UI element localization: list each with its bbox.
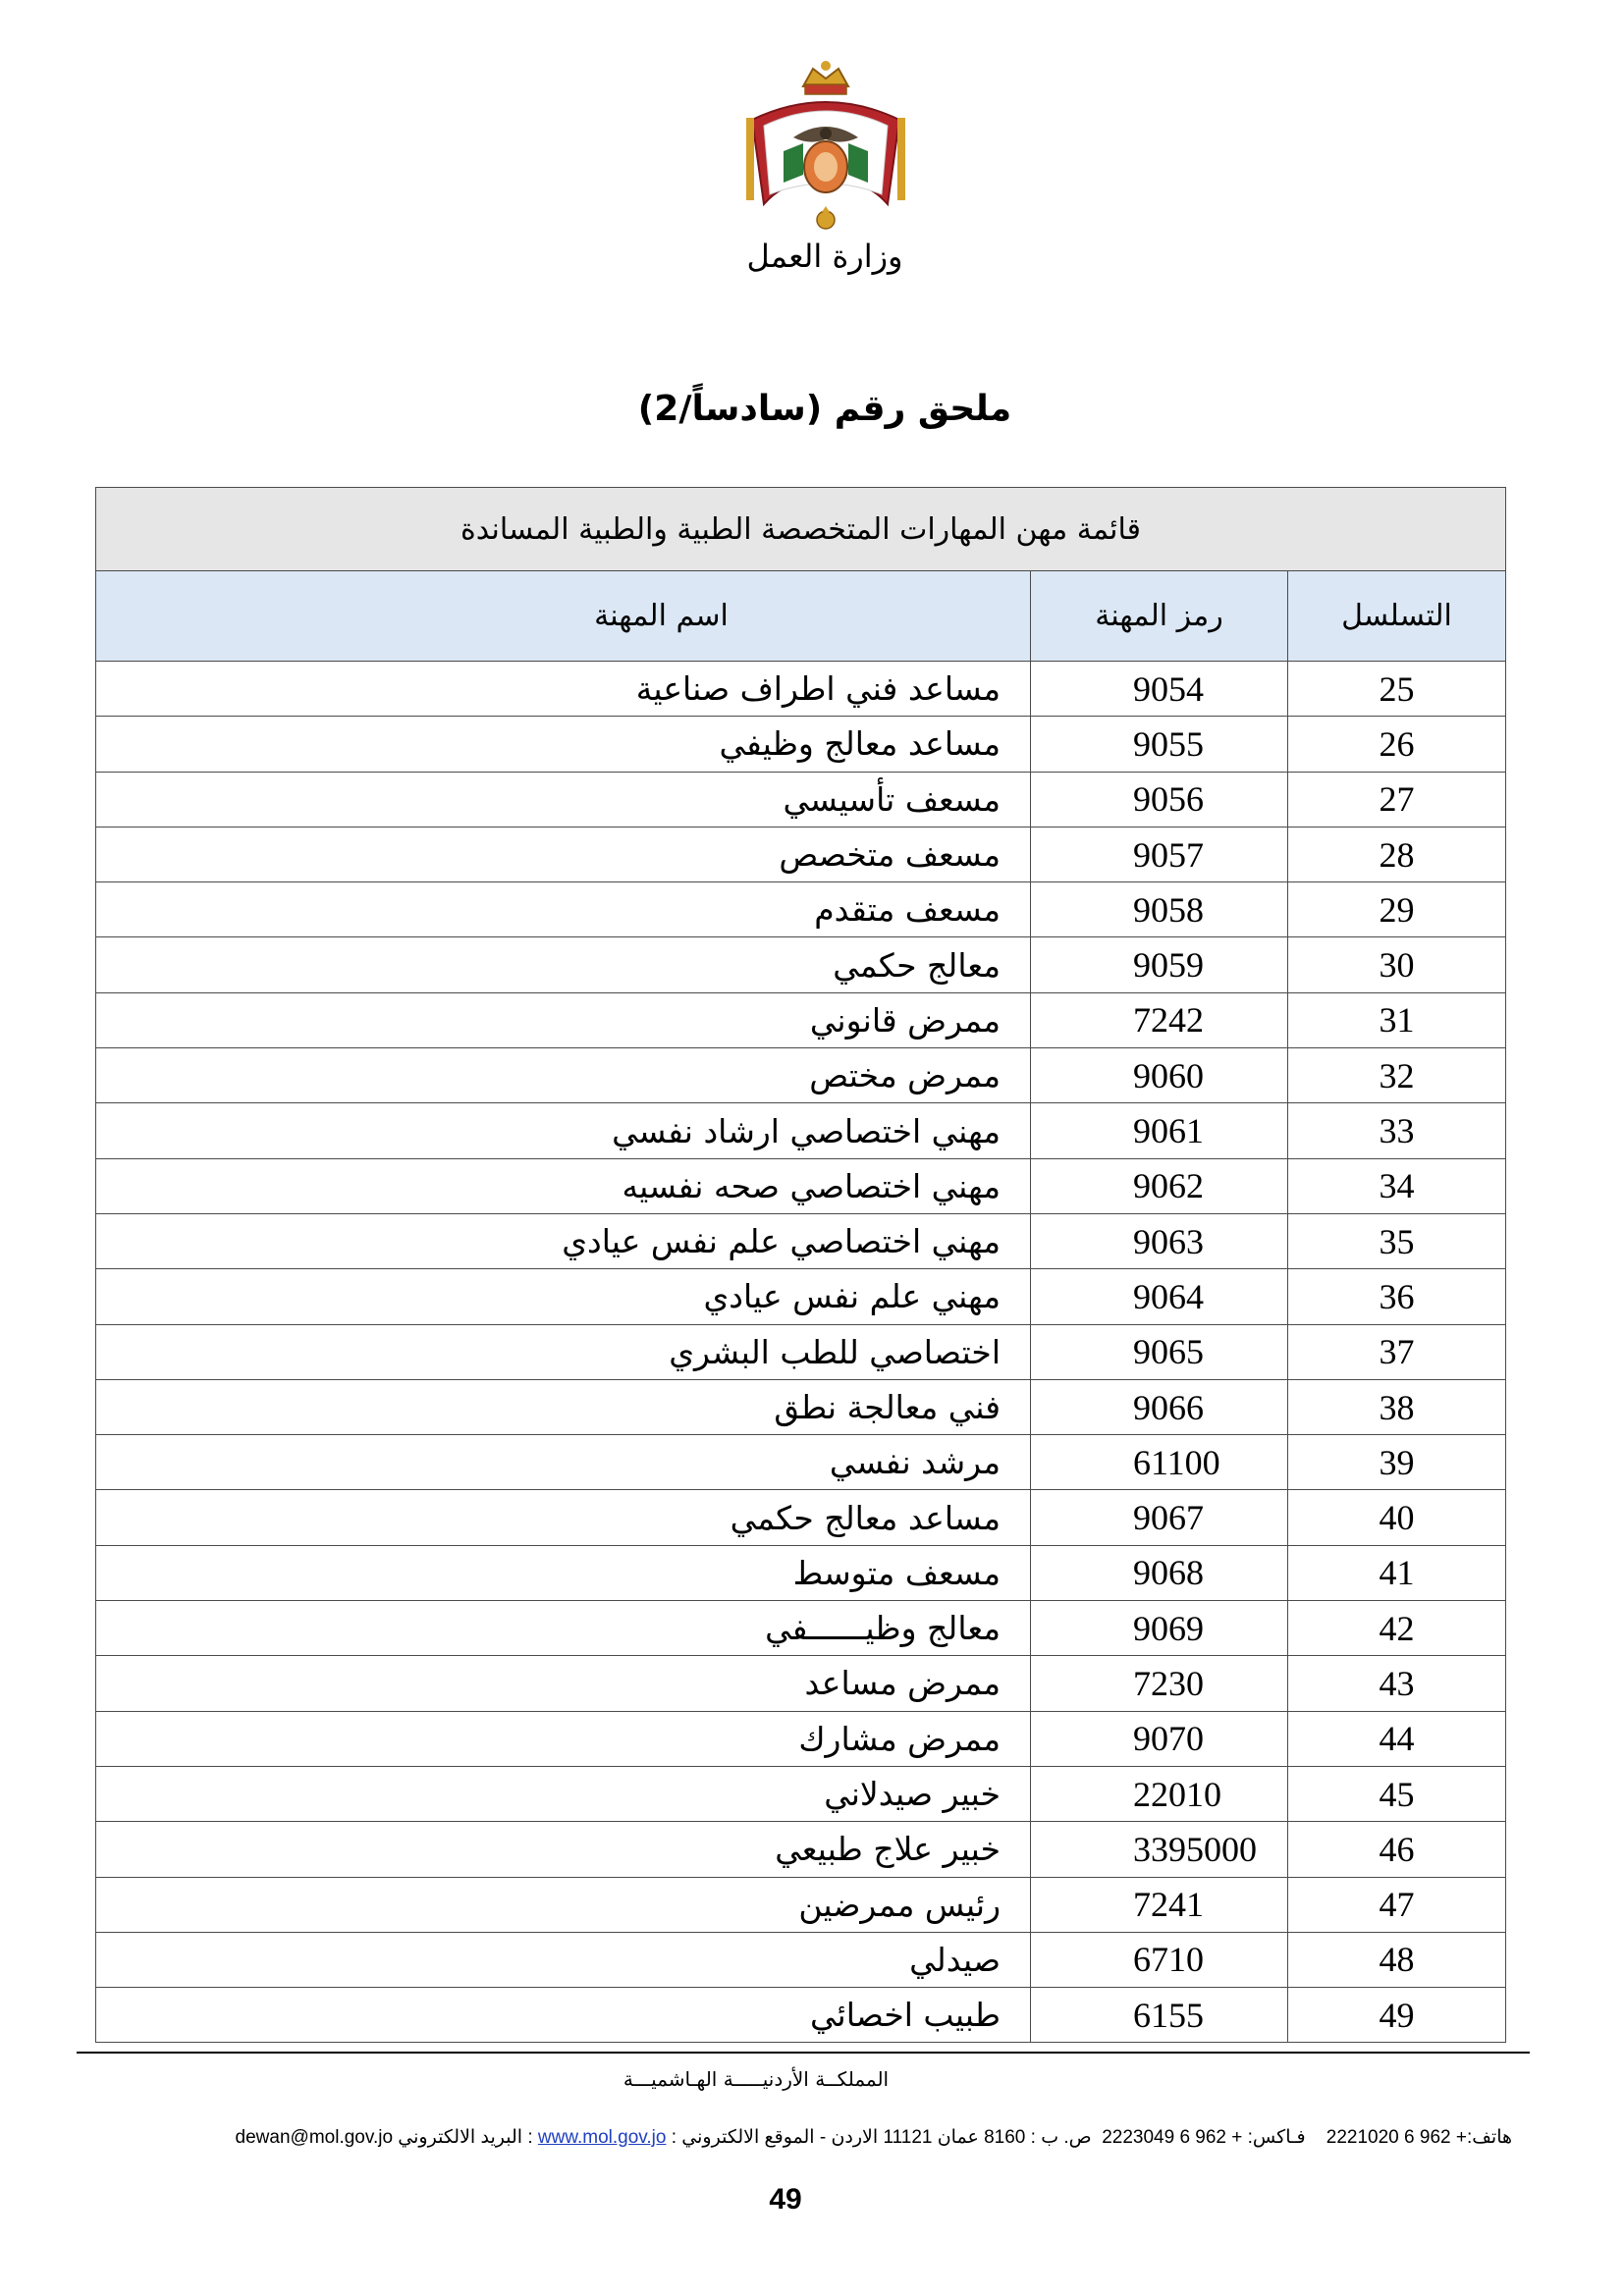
table-row (96, 1545, 1506, 1600)
table-row (96, 1877, 1506, 1932)
name-cell: مهني اختصاصي ارشاد نفسي (96, 1103, 1031, 1158)
table-row (96, 1324, 1506, 1379)
name-cell: خبير علاج طبيعي (96, 1822, 1031, 1877)
email-address[interactable]: dewan@mol.gov.jo (235, 2127, 394, 2148)
code-cell: 9055 (1031, 717, 1288, 772)
name-cell: مهني اختصاصي علم نفس عيادي (96, 1213, 1031, 1268)
seq-cell: 40 (1288, 1490, 1506, 1545)
code-cell: 9059 (1031, 937, 1288, 992)
table-row (96, 662, 1506, 717)
table-row (96, 1213, 1506, 1268)
code-cell: 9057 (1031, 827, 1288, 881)
name-cell: اختصاصي للطب البشري (96, 1324, 1031, 1379)
name-cell: صيدلي (96, 1932, 1031, 1987)
name-cell: معالج حكمي (96, 937, 1031, 992)
code-cell: 9067 (1031, 1490, 1288, 1545)
code-cell: 6155 (1031, 1988, 1288, 2043)
seq-cell: 33 (1288, 1103, 1506, 1158)
column-header-seq: التسلسل (1288, 571, 1506, 662)
footer-kingdom: المملكــة الأردنيـــــة الهـاشميـــة (623, 2067, 890, 2091)
name-cell: ممرض قانوني (96, 992, 1031, 1047)
name-cell: مرشد نفسي (96, 1435, 1031, 1490)
seq-cell: 34 (1288, 1158, 1506, 1213)
code-cell: 9064 (1031, 1269, 1288, 1324)
code-cell: 9065 (1031, 1324, 1288, 1379)
code-cell: 22010 (1031, 1766, 1288, 1821)
table-row (96, 1158, 1506, 1213)
coat-of-arms-emblem (734, 57, 917, 240)
table-row (96, 1490, 1506, 1545)
table-row (96, 1988, 1506, 2043)
table-row (96, 1103, 1506, 1158)
table-row (96, 827, 1506, 881)
seq-cell: 47 (1288, 1877, 1506, 1932)
code-cell: 3395000 (1031, 1822, 1288, 1877)
code-cell: 9069 (1031, 1601, 1288, 1656)
name-cell: رئيس ممرضين (96, 1877, 1031, 1932)
name-cell: ممرض مختص (96, 1048, 1031, 1103)
code-cell: 9068 (1031, 1545, 1288, 1600)
seq-cell: 36 (1288, 1269, 1506, 1324)
seq-cell: 32 (1288, 1048, 1506, 1103)
seq-cell: 39 (1288, 1435, 1506, 1490)
seq-cell: 28 (1288, 827, 1506, 881)
annex-title: ملحق رقم (سادساً/2) (637, 389, 1012, 429)
table-row (96, 992, 1506, 1047)
table-caption: قائمة مهن المهارات المتخصصة الطبية والطبية المساندة (96, 488, 1506, 571)
contact-fax: فـاكس: + 962 6 2223049 (1102, 2127, 1306, 2148)
seq-cell: 45 (1288, 1766, 1506, 1821)
seq-cell: 31 (1288, 992, 1506, 1047)
name-cell: مساعد فني اطراف صناعية (96, 662, 1031, 717)
code-cell: 9062 (1031, 1158, 1288, 1213)
email-label: : البريد الالكتروني (398, 2127, 533, 2148)
seq-cell: 38 (1288, 1379, 1506, 1434)
code-cell: 9056 (1031, 772, 1288, 827)
name-cell: معالج وظيــــــفي (96, 1601, 1031, 1656)
table-row (96, 1711, 1506, 1766)
name-cell: مسعف تأسيسي (96, 772, 1031, 827)
seq-cell: 29 (1288, 882, 1506, 937)
name-cell: مسعف متوسط (96, 1545, 1031, 1600)
name-cell: مسعف متقدم (96, 882, 1031, 937)
code-cell: 7241 (1031, 1877, 1288, 1932)
code-cell: 9061 (1031, 1103, 1288, 1158)
table-row (96, 882, 1506, 937)
name-cell: مساعد معالج حكمي (96, 1490, 1031, 1545)
seq-cell: 27 (1288, 772, 1506, 827)
seq-cell: 46 (1288, 1822, 1506, 1877)
seq-cell: 35 (1288, 1213, 1506, 1268)
code-cell: 9060 (1031, 1048, 1288, 1103)
name-cell: مهني علم نفس عيادي (96, 1269, 1031, 1324)
table-row (96, 937, 1506, 992)
name-cell: خبير صيدلاني (96, 1766, 1031, 1821)
table-row (96, 1048, 1506, 1103)
seq-cell: 26 (1288, 717, 1506, 772)
table-row (96, 1379, 1506, 1434)
code-cell: 9063 (1031, 1213, 1288, 1268)
name-cell: ممرض مساعد (96, 1656, 1031, 1711)
name-cell: طبيب اخصائي (96, 1988, 1031, 2043)
name-cell: فني معالجة نطق (96, 1379, 1031, 1434)
name-cell: مساعد معالج وظيفي (96, 717, 1031, 772)
table-row (96, 1766, 1506, 1821)
code-cell: 9058 (1031, 882, 1288, 937)
code-cell: 61100 (1031, 1435, 1288, 1490)
code-cell: 9054 (1031, 662, 1288, 717)
website-link[interactable]: www.mol.gov.jo (537, 2127, 667, 2148)
footer-divider (77, 2052, 1530, 2054)
name-cell: مهني اختصاصي صحه نفسيه (96, 1158, 1031, 1213)
seq-cell: 44 (1288, 1711, 1506, 1766)
code-cell: 9066 (1031, 1379, 1288, 1434)
code-cell: 9070 (1031, 1711, 1288, 1766)
table-row (96, 1822, 1506, 1877)
name-cell: مسعف متخصص (96, 827, 1031, 881)
ministry-name: وزارة العمل (746, 238, 903, 275)
seq-cell: 30 (1288, 937, 1506, 992)
column-header-code: رمز المهنة (1031, 571, 1288, 662)
column-header-name: اسم المهنة (96, 571, 1031, 662)
seq-cell: 41 (1288, 1545, 1506, 1600)
contact-address: ص. ب : 8160 عمان 11121 الاردن - الموقع الالكتروني : (671, 2127, 1092, 2148)
code-cell: 7230 (1031, 1656, 1288, 1711)
table-row (96, 1932, 1506, 1987)
table-row (96, 772, 1506, 827)
contact-phone: هاتف:+ 962 6 2221020 (1326, 2127, 1512, 2148)
seq-cell: 48 (1288, 1932, 1506, 1987)
seq-cell: 43 (1288, 1656, 1506, 1711)
table-row (96, 1269, 1506, 1324)
table-row (96, 1435, 1506, 1490)
table-row (96, 1601, 1506, 1656)
seq-cell: 25 (1288, 662, 1506, 717)
seq-cell: 37 (1288, 1324, 1506, 1379)
table-row (96, 1656, 1506, 1711)
name-cell: ممرض مشارك (96, 1711, 1031, 1766)
code-cell: 6710 (1031, 1932, 1288, 1987)
page-number: 49 (769, 2183, 802, 2216)
code-cell: 7242 (1031, 992, 1288, 1047)
footer-contact (59, 2126, 1512, 2149)
occupations-table (95, 487, 1506, 2043)
table-row (96, 717, 1506, 772)
seq-cell: 49 (1288, 1988, 1506, 2043)
seq-cell: 42 (1288, 1601, 1506, 1656)
